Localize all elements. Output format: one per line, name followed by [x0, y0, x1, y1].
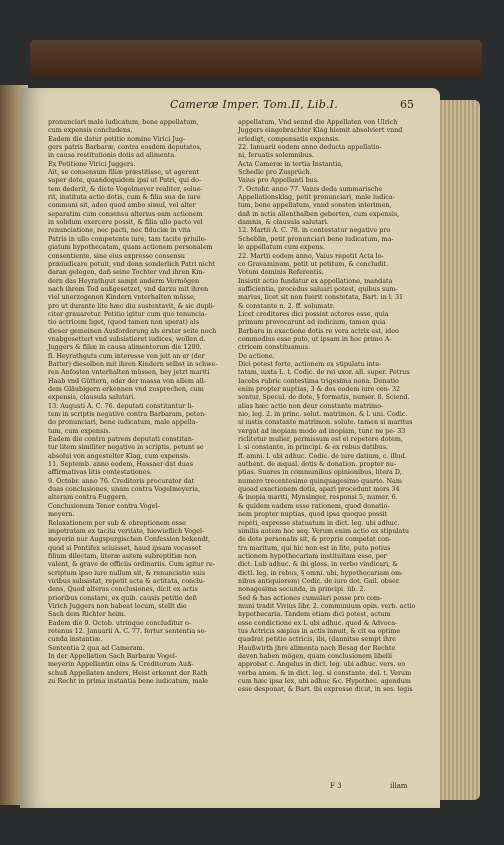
- text-line: super dote, quandoquidem ipsi ut Patri, qui do-: [48, 176, 202, 185]
- text-line: retenus 12. Januarii A. C. 77. fertur sententia se-: [48, 626, 207, 635]
- text-line: tur litem similiter negative in scriptis, petunt se: [48, 443, 204, 452]
- text-line: schuß Appellaten anders, Heist erkennt der Rath: [48, 668, 208, 677]
- text-line: tio actricem liget, (quod tamen non sperat) als: [48, 318, 199, 327]
- text-line: Batter) dieselben mit ihren Kindern selbst in schwe-: [48, 359, 218, 368]
- text-line: Schedle pro Zusprüch.: [238, 168, 312, 177]
- text-line: le appellatum cum expens.: [238, 243, 325, 252]
- text-line: Iacobs rubric contestima trigesima nona. Donatio: [238, 376, 399, 385]
- text-line: pro ut durante lite hæc diu sustentavit, & sic dupli-: [48, 301, 215, 310]
- text-line: co Gravaminum, petit ut petitum, & concludit.: [238, 259, 389, 268]
- text-line: meyern.: [48, 510, 75, 519]
- text-line: In der Appellation Sach Barbaræ Vogel-: [48, 652, 178, 660]
- text-line: Haußwirth jhre alimenta nach Besag der Rechte: [238, 643, 396, 652]
- text-line: gers patris Barbaræ, contra eosdem deputatos,: [48, 143, 202, 152]
- running-header: [30, 98, 418, 116]
- text-line: fl. Heyrathguts cum interesse von jeit an er (der: [48, 351, 205, 360]
- text-line: pronunciari male iudicatum, bene appellatum,: [48, 118, 199, 126]
- text-line: commodius esse puto, ut ipsam in hoc primo A-: [238, 334, 392, 343]
- text-line: de dote personalis sit, & proprie competat con-: [238, 535, 392, 544]
- signature-mark: F 3: [330, 782, 342, 790]
- text-line: riclitetur mulier, permissum est ei repetere dotem,: [238, 435, 403, 444]
- text-line: citer grauaretur. Petitio igitur cum quo tenuncia-: [48, 309, 207, 318]
- text-line: enim propter nuptias, 3 & dos eodem iure cen- 32: [238, 385, 401, 393]
- text-line: meyerin nur Augspurgischen Confession bekendt,: [48, 535, 211, 544]
- text-line: tatam, iuxta L. t. Codic. de rei uxor. all. super. Petrus: [238, 368, 410, 377]
- text-line: giatum hypothecatam, quam actionem personalem: [48, 243, 213, 252]
- book: [0, 40, 504, 845]
- text-line: sufficientia, procedus saluari potest, quibus sum-: [238, 284, 398, 293]
- text-line: renunciatione, nec pacti, nec fiduciæ in vita: [48, 226, 191, 235]
- text-line: cunda instantiæ.: [48, 635, 103, 644]
- text-line: ren Anfosten vnterhalten müssen, bey jetzt mariti: [48, 368, 210, 377]
- text-line: nach ihrem Tod außgesetzet, vnd darzu mit ihren: [48, 284, 209, 293]
- text-line: primum provocarunt ad iudicium, tamen quia: [238, 318, 386, 327]
- text-line: ctricem constituamus.: [238, 343, 311, 352]
- text-line: vnabgesettert vnd subsistieret iudices, wollen d.: [48, 334, 206, 343]
- text-line: quoad exactionem dotis, apari procedunt mors 34: [238, 485, 400, 494]
- text-line: esse condictione ex L ubi adhuc. quod & Advoca-: [238, 618, 398, 627]
- text-line: erledigt, compensatis expensis.: [238, 134, 341, 143]
- text-line: Juggers & filiæ in causa alimentorum die 1200.: [48, 343, 202, 352]
- text-line: alteram contra Fuggern,: [48, 493, 128, 502]
- text-line: 11. Septemb. anno eodem, Hassaer dat duas: [48, 460, 193, 469]
- text-line: prioribus constare, ex quib. causis petitio deß: [48, 593, 197, 602]
- text-line: do pronunciari, bene iudicatum, male appella-: [48, 418, 198, 427]
- text-line: Acta Cameræ in tertia Instantia,: [238, 159, 344, 168]
- text-line: repeti, expresse statuatum in dict. leg. ubi adhuc.: [238, 518, 400, 527]
- text-line: tem dederit, & dicto Vogelmeyer realiter, solue-: [48, 184, 203, 193]
- text-line: tus Actricis sæpius in actis innuit, & cit ea optime: [238, 626, 401, 635]
- text-line: tum, bene appellatum, vnnd sonsten interimen,: [238, 201, 392, 210]
- text-line: impetratam ex tacita veritate, hiewieflich Vogel-: [48, 526, 205, 535]
- text-line: Ex Petitione Virici Juggers.: [48, 159, 136, 168]
- text-line: meyerin Appellantin eins & Creditorum Auß-: [48, 660, 194, 669]
- text-line: Insistit actio fundatur ex appellatione, mandata: [238, 276, 393, 285]
- text-line: Virich Juggers non habeat locum, stellt die: [48, 601, 187, 610]
- text-line: & inopia mariti, Mynsinger, responsi 5, numer. 6.: [238, 493, 398, 502]
- catchword: illam: [390, 782, 408, 790]
- text-line: Scheblin, petit pronunciari bene iudicatum, ma-: [238, 234, 394, 243]
- text-line: 22. Ianuarii eodem anno deducta appellatio-: [238, 143, 382, 152]
- text-line: l. si constante, in principi. & ex rebus datibus.: [238, 443, 389, 452]
- text-line: dens, Quod alteras conclusiones, dicit ex actis: [48, 585, 198, 594]
- text-line: sentur, Specul. de dote, § formatis, numer. 8. Sciend.: [238, 393, 410, 402]
- text-line: dictl. leg. in rebus, § omni. ubi, hypothecariam om-: [238, 568, 404, 577]
- page-footer: [330, 782, 408, 790]
- text-line: in causa restitutionis dotis ad alimenta.: [48, 151, 177, 160]
- text-line: 7. Octobr. anno 77. Vaius deda summarische: [238, 184, 383, 193]
- text-line: dieser gemeinen Ausforderung als erster seite noch: [48, 326, 217, 335]
- text-line: Sententia 2 qua ad Cameram.: [48, 643, 145, 652]
- text-line: Appellationsklag, petit pronunciari, male iudica-: [238, 193, 395, 202]
- text-line: duas conclusiones, unam contra Vogelmeyeria,: [48, 485, 201, 494]
- text-line: cum expensis concludens.: [48, 126, 133, 135]
- text-line: in solidum exercere possit, & filia ullo pacto vel: [48, 218, 203, 227]
- text-line: nio, leg. 2. in princ. solut. matrimon. & l. uni. Codic.: [238, 410, 408, 419]
- text-line: 13. Augusti A. C. 76. deputati constitantur li-: [48, 401, 194, 410]
- running-title: Cameræ Imper. Tom.II, Lib.I.: [170, 98, 338, 111]
- text-line: 9. Octobr. anno 76. Creditoris procurator dat: [48, 476, 195, 485]
- text-line: nem propter nuptias, quod ipsa quoque possit: [238, 510, 388, 519]
- text-line: quod si Pontifex sciuisset, haud ipsam vocasset: [48, 543, 202, 552]
- text-line: zu Recht in prima instantia bene iudicatum, male: [48, 677, 209, 686]
- text-line: 12. Martii A. C. 78. in contestatur negative pro: [238, 226, 391, 235]
- text-line: viel unerzogenen Kindern vnterhalten müsse,: [48, 293, 196, 302]
- text-line: Eadem die 9. Octob. utrinque concluditur o-: [48, 618, 192, 627]
- text-line: cum hæc ipsa lex, ubi adhuc &c. Hypothec. agendum: [238, 677, 411, 686]
- text-line: ni, feruatis solemnibus.: [238, 151, 314, 160]
- text-line: De actione.: [238, 351, 275, 360]
- text-line: Vaius pro Appellanti bus.: [238, 176, 320, 185]
- text-line: præiudicare potuit, vnd denn sonderlich Patri nicht: [48, 259, 215, 268]
- text-line: esse desponat, & Bart. ibi expresse dicat, in ses. legis: [238, 685, 413, 694]
- text-line: quadrat petitio actricis, ibi, (dannitse sempt ihre: [238, 635, 396, 644]
- text-line: Patris in ullo competente iure, tam tacite priuile-: [48, 234, 207, 243]
- text-line: daran gelegen, daß seine Tochter vnd ihren Kin-: [48, 268, 205, 277]
- book-page: [20, 88, 440, 808]
- text-line: filium dilectam, literæ autem subreptitiæ non: [48, 551, 197, 560]
- text-line: Eadem die datur petitio nomine Virici Jug-: [48, 134, 186, 143]
- left-text-column: [48, 118, 232, 685]
- text-line: expensis, clausula salutari.: [48, 393, 136, 402]
- text-line: tum, cum expensis.: [48, 426, 111, 435]
- text-line: tem in scriptis negative contra Barbaram, peten-: [48, 410, 207, 419]
- text-line: alias hæc actio non deur constante matrimo-: [238, 401, 384, 410]
- text-line: separatim cum consensu alterius eam actionem: [48, 209, 203, 218]
- text-line: & constante n. 2. ff. solumatr.: [238, 301, 335, 310]
- text-line: numero trecentesimo quinquagesimo quarto. Nam: [238, 476, 402, 485]
- text-line: scriptum ipso iure nullum sit, & renunciatio suis: [48, 568, 206, 577]
- text-line: authent. de æqual. dotis & donation. propter nu-: [238, 460, 397, 469]
- text-line: affirmativas litis contestationes.: [48, 468, 152, 477]
- text-line: marius, licet sit non fuerit constetata, Bart. in l. 31: [238, 293, 404, 302]
- text-line: davon haben mögen, quam conclusionem libelli: [238, 652, 393, 660]
- text-line: & quidem eadem esse rationem, quod donatio-: [238, 501, 390, 510]
- text-line: muni tradit Vivius libr. 2. communium opin. verb. actio: [238, 601, 416, 610]
- text-line: Barbara in exactione dotis re vera actrix est, ideo: [238, 326, 399, 335]
- text-line: damnis, & clausula salutari.: [238, 218, 329, 227]
- text-line: ptias. Suares in communibus opinionibus, litera D,: [238, 468, 402, 477]
- text-line: communi sit, adeo quod ambo simul, vel alter: [48, 201, 196, 210]
- text-line: Votum dominis Referentis.: [238, 268, 324, 277]
- text-line: Juggers eingebrachter Klag hiemit absolviert vnnd: [238, 126, 403, 135]
- text-line: Relaxationem per sub & obreptionem esse: [48, 518, 186, 527]
- text-line: Sed & has actiones cumulari posse pro com-: [238, 593, 383, 602]
- text-line: verba amen. & in dict. leg. si constante. del. t. Verum: [238, 668, 412, 677]
- text-line: dem Gläubigern erkennen vnd zusprechen, cum: [48, 385, 204, 393]
- text-line: tra maritum, qui hic non est in lite, puto potius: [238, 543, 391, 552]
- text-line: dern das Heyrathgut sampt anderm Vermögen: [48, 276, 200, 285]
- text-line: nonagesima secunda, in principi. lib. 2.: [238, 585, 366, 594]
- text-line: ff. amni. l. ubi adhuc. Codic. de iure datium, c. illud.: [238, 451, 407, 460]
- text-line: actionem hypothecariam instituitam esse, per: [238, 551, 387, 560]
- text-line: Ait, se consensum filiæ præstitisse, ut agerent: [48, 168, 199, 177]
- text-line: Licet creditores dici possint actores esse, quia: [238, 309, 389, 318]
- text-line: Dici potest forte, actionem ex stipulatu inte-: [238, 359, 382, 368]
- text-line: daß in actis allenthalben geberten, cum expensis,: [238, 209, 400, 218]
- text-line: vergat ad inopiam modo ad inopiam, tunc ne pe- 33: [238, 426, 406, 435]
- text-line: appellatum, Vnd sennd die Appellaten von Ulrich: [238, 118, 398, 126]
- text-line: si iustis constante matrimon. solute. tamen si maritus: [238, 418, 413, 427]
- text-line: dict. Lub adhuc. & ibi gloss. in verbo vindicari, &: [238, 560, 398, 569]
- text-line: Haab vnd Güttern, oder der massa von allem all-: [48, 376, 207, 385]
- book-cover: [30, 40, 482, 78]
- text-line: Eadem die contra patrem deputati constitan-: [48, 435, 194, 444]
- text-line: hypothecaria. Tandem etiam dici potest, actum: [238, 610, 391, 619]
- text-line: similis autem hoc seq. Verum enim actio ex stipulatu: [238, 526, 410, 535]
- text-line: approbat c. Angelus in dict. leg. ubi adhuc. vers. eo: [238, 660, 406, 669]
- text-line: viribus subsistat, repetit acta & actitata, conclu-: [48, 576, 206, 585]
- text-line: valent, & grave de officiis ordinariis. Cum igitur re-: [48, 560, 215, 569]
- text-line: 22. Martii eodem anno, Vaius repetit Acta lo-: [238, 251, 384, 260]
- text-line: rit, instituta actio dotis, cum & filia sua de iure: [48, 193, 201, 202]
- text-line: nibus antiquiorem) Codic. de iure dot. Gail. obser.: [238, 576, 401, 585]
- text-line: consentiente, sine eius expresso consensu: [48, 251, 186, 260]
- text-line: absolui von angestelter Klag, cum expensis.: [48, 451, 191, 460]
- page-number: 65: [400, 98, 414, 111]
- text-line: Conclusionum Tenor contra Vogel-: [48, 501, 160, 510]
- right-text-column: [238, 118, 420, 694]
- text-line: Sach dem Richter heim.: [48, 610, 126, 619]
